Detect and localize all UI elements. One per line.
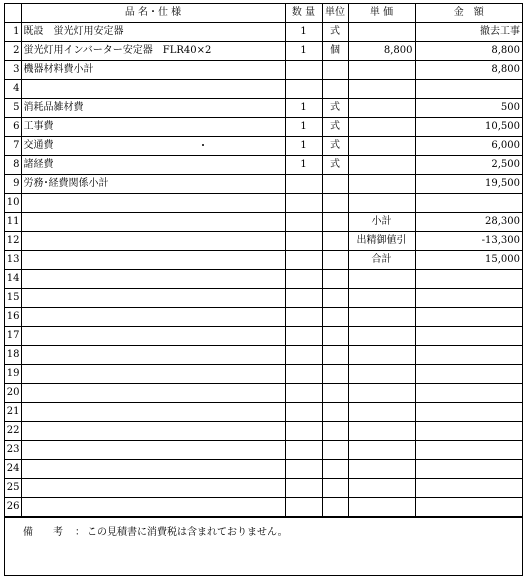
- row-no: 10: [5, 194, 21, 213]
- item-unit: [322, 194, 348, 213]
- header-name-spec: 品 名・仕 様: [21, 4, 285, 23]
- item-unit-price: 8,800: [348, 42, 415, 61]
- table-row: [5, 270, 522, 289]
- item-name: 機器材料費小計: [21, 61, 285, 80]
- table-row: [5, 346, 522, 365]
- item-qty: [285, 422, 322, 441]
- item-qty: [285, 498, 322, 517]
- item-unit: [322, 251, 348, 270]
- item-unit: [322, 175, 348, 194]
- item-unit: [322, 213, 348, 232]
- item-qty: [285, 479, 322, 498]
- item-unit-price: [348, 460, 415, 479]
- item-amount: [415, 441, 522, 460]
- item-name: [21, 441, 285, 460]
- item-unit-price: 小計: [348, 213, 415, 232]
- item-unit-price: [348, 23, 415, 42]
- item-amount: [415, 422, 522, 441]
- item-amount: [415, 289, 522, 308]
- item-name: [21, 213, 285, 232]
- item-name: [21, 289, 285, 308]
- item-name: [21, 327, 285, 346]
- item-name: [21, 365, 285, 384]
- header-unit: 単位: [322, 4, 348, 23]
- row-no: 18: [5, 346, 21, 365]
- table-row: [5, 61, 522, 80]
- item-amount: 2,500: [415, 156, 522, 175]
- row-no: 9: [5, 175, 21, 194]
- item-unit: 式: [322, 156, 348, 175]
- item-unit-price: [348, 422, 415, 441]
- remarks-text: この見積書に消費税は含まれておりません。: [87, 527, 288, 538]
- item-qty: [285, 175, 322, 194]
- table-row: [5, 498, 522, 517]
- item-amount: [415, 403, 522, 422]
- table-row: [5, 327, 522, 346]
- item-qty: [285, 403, 322, 422]
- item-unit-price: [348, 365, 415, 384]
- item-name: [21, 498, 285, 517]
- item-qty: 1: [285, 99, 322, 118]
- item-unit: [322, 384, 348, 403]
- item-amount: [415, 498, 522, 517]
- item-unit-price: [348, 118, 415, 137]
- table-row: [5, 365, 522, 384]
- item-unit: [322, 327, 348, 346]
- item-unit-price: [348, 175, 415, 194]
- item-name: [21, 403, 285, 422]
- item-unit-price: [348, 61, 415, 80]
- table-row: [5, 80, 522, 99]
- row-no: 11: [5, 213, 21, 232]
- item-amount: -13,300: [415, 232, 522, 251]
- item-unit: [322, 460, 348, 479]
- table-row: [5, 422, 522, 441]
- item-unit-price: [348, 346, 415, 365]
- item-unit: 式: [322, 118, 348, 137]
- item-unit-price: 出精御値引: [348, 232, 415, 251]
- table-row: [5, 384, 522, 403]
- row-no: 19: [5, 365, 21, 384]
- item-unit-price: [348, 137, 415, 156]
- row-no: 16: [5, 308, 21, 327]
- item-name: [21, 232, 285, 251]
- item-amount: [415, 384, 522, 403]
- row-no: 2: [5, 42, 21, 61]
- item-qty: [285, 365, 322, 384]
- item-unit: 式: [322, 23, 348, 42]
- item-amount: 15,000: [415, 251, 522, 270]
- item-name: [21, 384, 285, 403]
- item-qty: [285, 213, 322, 232]
- item-amount: [415, 365, 522, 384]
- item-amount: 8,800: [415, 42, 522, 61]
- item-name: 交通費: [21, 137, 285, 156]
- row-no: 17: [5, 327, 21, 346]
- table-body: [5, 23, 522, 517]
- item-amount: [415, 308, 522, 327]
- item-amount: 28,300: [415, 213, 522, 232]
- row-no: 4: [5, 80, 21, 99]
- item-qty: [285, 441, 322, 460]
- header-row: [5, 4, 522, 23]
- item-name: 労務･経費関係小計: [21, 175, 285, 194]
- item-amount: [415, 479, 522, 498]
- item-unit: [322, 479, 348, 498]
- item-amount: 撤去工事: [415, 23, 522, 42]
- item-unit-price: 合計: [348, 251, 415, 270]
- item-name: [21, 422, 285, 441]
- item-amount: 10,500: [415, 118, 522, 137]
- row-no: 15: [5, 289, 21, 308]
- item-unit: 式: [322, 137, 348, 156]
- estimate-sheet: [4, 3, 523, 576]
- item-qty: [285, 384, 322, 403]
- row-no: 21: [5, 403, 21, 422]
- item-qty: [285, 251, 322, 270]
- row-no: 8: [5, 156, 21, 175]
- item-amount: [415, 327, 522, 346]
- item-unit: [322, 80, 348, 99]
- table-row: [5, 308, 522, 327]
- item-name: [21, 308, 285, 327]
- row-no: 23: [5, 441, 21, 460]
- item-unit: 式: [322, 99, 348, 118]
- table-row: [5, 441, 522, 460]
- header-unit-price: 単 価: [348, 4, 415, 23]
- row-no: 7: [5, 137, 21, 156]
- item-qty: [285, 308, 322, 327]
- item-unit: [322, 403, 348, 422]
- table-row: [5, 289, 522, 308]
- item-unit-price: [348, 99, 415, 118]
- item-name: [21, 346, 285, 365]
- table-row: [5, 118, 522, 137]
- row-no: 26: [5, 498, 21, 517]
- estimate-table: [5, 4, 522, 517]
- item-amount: 6,000: [415, 137, 522, 156]
- item-unit-price: [348, 270, 415, 289]
- item-qty: 1: [285, 118, 322, 137]
- item-amount: [415, 80, 522, 99]
- item-name: 既設 蛍光灯用安定器: [21, 23, 285, 42]
- item-name: 諸経費: [21, 156, 285, 175]
- item-unit-price: [348, 308, 415, 327]
- item-unit: [322, 308, 348, 327]
- item-qty: [285, 61, 322, 80]
- table-row: [5, 137, 522, 156]
- remarks-section: [5, 517, 522, 575]
- item-name: [21, 80, 285, 99]
- item-unit-price: [348, 479, 415, 498]
- item-unit-price: [348, 289, 415, 308]
- item-unit: [322, 232, 348, 251]
- item-qty: 1: [285, 137, 322, 156]
- item-unit: [322, 441, 348, 460]
- item-unit-price: [348, 441, 415, 460]
- item-qty: [285, 270, 322, 289]
- item-name: 消耗品雑材費: [21, 99, 285, 118]
- item-qty: 1: [285, 23, 322, 42]
- row-no: 5: [5, 99, 21, 118]
- remarks-separator: ：: [75, 527, 85, 538]
- table-row: [5, 99, 522, 118]
- item-unit-price: [348, 194, 415, 213]
- item-qty: [285, 327, 322, 346]
- remarks-label: 備 考: [23, 527, 63, 538]
- item-qty: [285, 460, 322, 479]
- item-unit: [322, 270, 348, 289]
- item-unit-price: [348, 327, 415, 346]
- item-unit-price: [348, 156, 415, 175]
- table-row: [5, 251, 522, 270]
- item-unit: 個: [322, 42, 348, 61]
- item-unit-price: [348, 403, 415, 422]
- table-row: [5, 23, 522, 42]
- item-qty: [285, 80, 322, 99]
- row-no: 13: [5, 251, 21, 270]
- row-no: 12: [5, 232, 21, 251]
- table-row: [5, 213, 522, 232]
- item-unit-price: [348, 498, 415, 517]
- item-unit-price: [348, 80, 415, 99]
- header-no: [5, 4, 21, 23]
- item-amount: [415, 194, 522, 213]
- item-name: [21, 460, 285, 479]
- item-name: [21, 194, 285, 213]
- item-qty: 1: [285, 156, 322, 175]
- item-qty: [285, 194, 322, 213]
- item-name: 蛍光灯用インバーター安定器 FLR40×2: [21, 42, 285, 61]
- row-no: 25: [5, 479, 21, 498]
- row-no: 14: [5, 270, 21, 289]
- table-row: [5, 232, 522, 251]
- item-name: [21, 479, 285, 498]
- row-no: 1: [5, 23, 21, 42]
- item-name: [21, 251, 285, 270]
- item-unit: [322, 498, 348, 517]
- item-amount: 500: [415, 99, 522, 118]
- table-row: [5, 194, 522, 213]
- table-row: [5, 42, 522, 61]
- item-amount: [415, 270, 522, 289]
- table-row: [5, 479, 522, 498]
- table-row: [5, 156, 522, 175]
- item-qty: 1: [285, 42, 322, 61]
- item-amount: [415, 346, 522, 365]
- item-unit: [322, 289, 348, 308]
- row-no: 24: [5, 460, 21, 479]
- header-qty: 数 量: [285, 4, 322, 23]
- row-no: 20: [5, 384, 21, 403]
- item-amount: [415, 460, 522, 479]
- item-qty: [285, 232, 322, 251]
- table-row: [5, 403, 522, 422]
- table-row: [5, 460, 522, 479]
- item-unit: [322, 346, 348, 365]
- item-amount: 19,500: [415, 175, 522, 194]
- item-name: [21, 270, 285, 289]
- row-no: 22: [5, 422, 21, 441]
- item-amount: 8,800: [415, 61, 522, 80]
- item-unit: [322, 422, 348, 441]
- header-amount: 金 額: [415, 4, 522, 23]
- item-unit: [322, 61, 348, 80]
- row-no: 3: [5, 61, 21, 80]
- row-no: 6: [5, 118, 21, 137]
- item-qty: [285, 346, 322, 365]
- item-qty: [285, 289, 322, 308]
- item-unit: [322, 365, 348, 384]
- table-row: [5, 175, 522, 194]
- stray-dot: [202, 144, 204, 146]
- item-unit-price: [348, 384, 415, 403]
- item-name: 工事費: [21, 118, 285, 137]
